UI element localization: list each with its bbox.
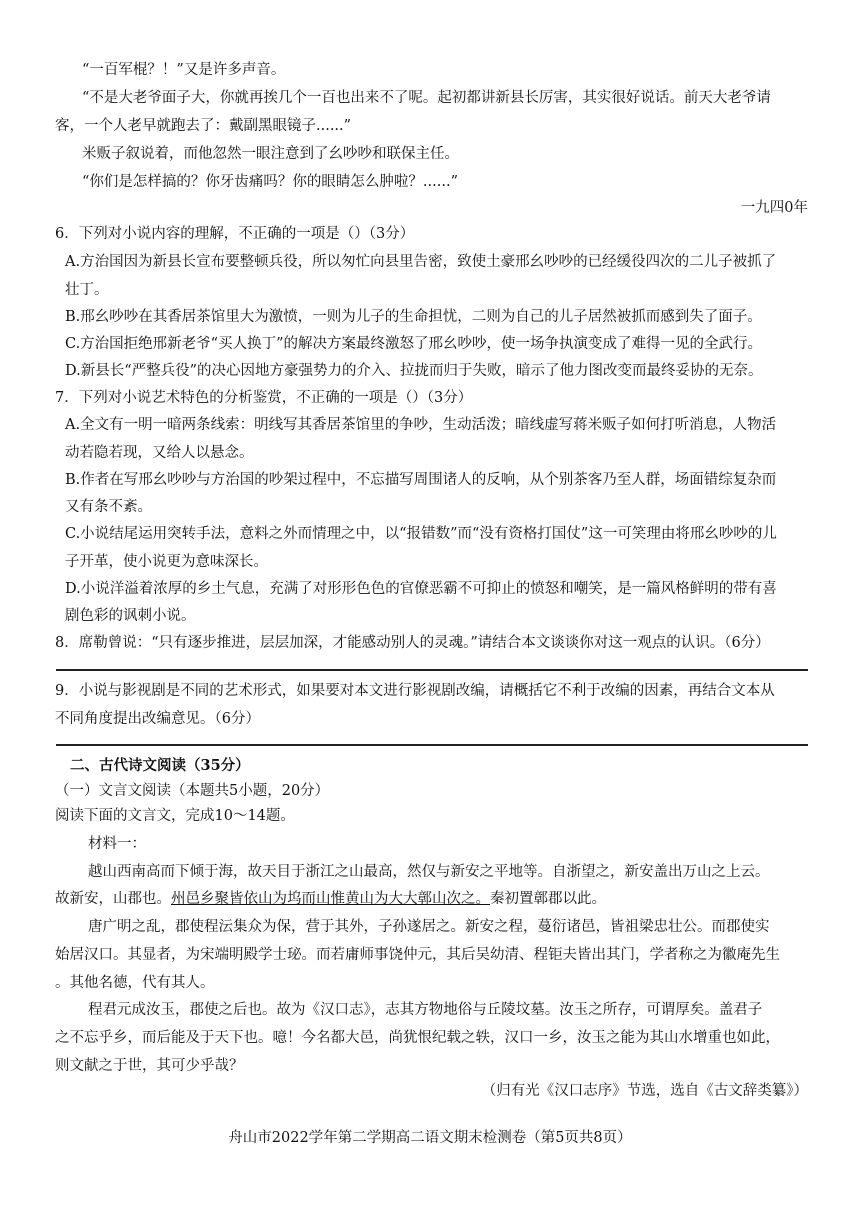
question-8-stem: 8．席勒曾说：“只有逐步推进，层层加深，才能感动别人的灵魂。”请结合本文谈谈你对这一观点的认识。（6分）	[55, 635, 770, 651]
question-7-option-b-cont: 又有条不紊。	[65, 499, 152, 515]
question-6-option-c: C.方治国拒绝邢新老爷“买人换丁”的解决方案最终激怒了邢幺吵吵，使一场争执演变成了难得一见的全武行。	[65, 336, 763, 352]
answer-line	[56, 669, 808, 671]
question-7-option-d: D.小说洋溢着浓厚的乡土气息，充满了对形形色色的官僚恶霸不可抑止的愤怒和嘲笑，是一篇风格鲜明的带有喜	[65, 581, 777, 597]
page-footer: 舟山市2022学年第二学期高二语文期末检测卷（第5页共8页）	[228, 1130, 632, 1146]
story-line-1: “一百军棍？！”又是许多声音。	[82, 62, 286, 78]
passage-line: 唐广明之乱，郡使程沄集众为保，营于其外，子孙遂居之。新安之程，蔓衍诸邑，皆祖梁忠壮公。而郡使实	[88, 919, 770, 935]
material-label: 材料一：	[88, 836, 146, 852]
answer-line	[56, 744, 808, 746]
underlined-sentence: 州邑乡聚皆依山为坞而山惟黄山为大大鄣山次之。	[171, 891, 490, 907]
question-7-option-a: A.全文有一明一暗两条线索：明线写其香居茶馆里的争吵，生动活泼；暗线虚写蒋米贩子如何打听消息，人物活	[65, 417, 777, 433]
instructions: 阅读下面的文言文，完成10～14题。	[55, 808, 295, 824]
story-line-4: 米贩子叙说着，而他忽然一眼注意到了幺吵吵和联保主任。	[82, 146, 459, 162]
passage-line: 。其他名德，代有其人。	[55, 975, 215, 991]
question-6-option-b: B.邢幺吵吵在其香居茶馆里大为激愤，一则为儿子的生命担忧，二则为自己的儿子居然被抓而感到失了面子。	[65, 309, 762, 325]
passage-line: 则文献之于世，其可少乎哉？	[55, 1058, 244, 1074]
question-6-stem: 6．下列对小说内容的理解，不正确的一项是（）（3分）	[55, 226, 415, 242]
story-date: 一九四0年	[740, 200, 808, 216]
question-9-stem: 9．小说与影视剧是不同的艺术形式，如果要对本文进行影视剧改编，请概括它不利于改编的因素，再结合文本从	[55, 683, 775, 699]
question-7-option-c: C.小说结尾运用突转手法，意料之外而情理之中，以“报错数”而“没有资格打国仗”这一可笑理由将邢幺吵吵的儿	[65, 526, 777, 542]
passage-text: 故新安，山郡也。	[55, 891, 171, 907]
question-6-option-a: A.方治国因为新县长宣布要整顿兵役，所以匆忙向县里告密，致使土豪邢幺吵吵的已经缓役四次的二儿子被抓了	[65, 254, 777, 270]
question-7-option-d-cont: 剧色彩的讽刺小说。	[65, 608, 196, 624]
question-9-stem-cont: 不同角度提出改编意见。（6分）	[55, 711, 260, 727]
question-6-option-a-cont: 壮丁。	[65, 282, 109, 298]
question-7-option-b: B.作者在写邢幺吵吵与方治国的吵架过程中，不忘描写周围诸人的反响，从个别茶客乃至人群，场面错综复杂而	[65, 472, 777, 488]
question-7-stem: 7．下列对小说艺术特色的分析鉴赏，不正确的一项是（）（3分）	[55, 390, 473, 406]
subsection-title: （一）文言文阅读（本题共5小题，20分）	[55, 783, 330, 799]
passage-line: 程君元成汝玉，郡使之后也。故为《汉口志》，志其方物地俗与丘陵坟墓。汝玉之所存，可谓厚矣。盖君子	[88, 1002, 763, 1018]
story-line-5: “你们是怎样搞的？你牙齿痛吗？你的眼睛怎么肿啦？......”	[82, 174, 458, 190]
passage-line	[55, 889, 606, 909]
passage-line: 之不忘乎乡，而后能及于天下也。噫！今名都大邑，尚犹恨纪载之轶，汉口一乡，汝玉之能为其山水增重也如此，	[55, 1030, 780, 1046]
question-6-option-d: D.新县长“严整兵役”的决心因地方豪强势力的介入、拉拢而归于失败，暗示了他力图改变而最终妥协的无奈。	[65, 363, 763, 379]
story-line-3: 客，一个人老早就跑去了：戴副黑眼镜子......”	[55, 118, 352, 134]
question-7-option-c-cont: 子开革，使小说更为意味深长。	[65, 554, 268, 570]
story-line-2: “不是大老爷面子大，你就再挨几个一百也出来不了呢。起初都讲新县长厉害，其实很好说话。前天大老爷请	[82, 90, 771, 106]
passage-text: 秦初置鄣郡以此。	[490, 891, 606, 907]
passage-line: 越山西南高而下倾于海，故天目于浙江之山最高，然仅与新安之平地等。自浙望之，新安盖出万山之上云。	[88, 864, 770, 880]
section-title: 二、古代诗文阅读（35分）	[70, 757, 250, 774]
passage-source: （归有光《汉口志序》节选，选自《古文辞类纂》）	[481, 1083, 808, 1099]
question-7-option-a-cont: 动若隐若现，又给人以悬念。	[65, 445, 254, 461]
passage-line: 始居汉口。其显者，为宋端明殿学士珌。而若庸师事饶仲元，其后吴幼清、程钜夫皆出其门，学者称之为徽庵先生	[55, 947, 780, 963]
